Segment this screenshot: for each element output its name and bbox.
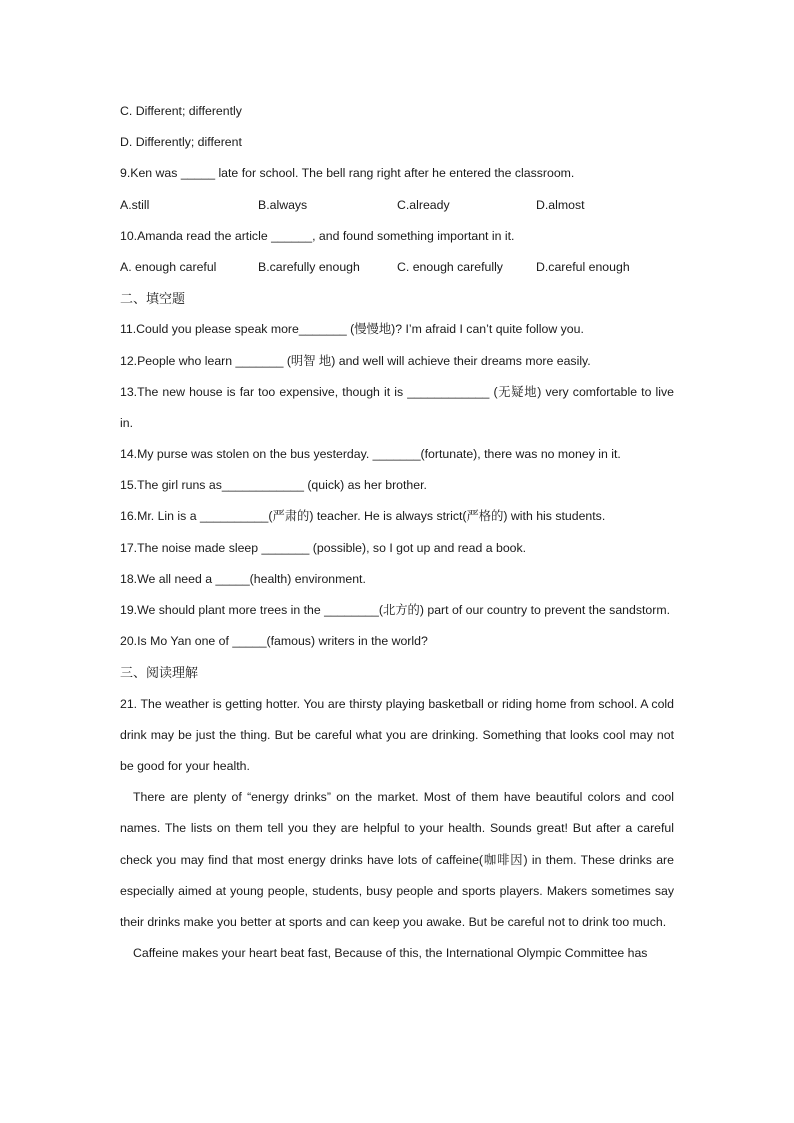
option-c: C. enough carefully <box>397 259 503 274</box>
question-17: 17.The noise made sleep _______ (possible), so I got up and read a book. <box>120 540 527 555</box>
question-13: 13.The new house is far too expensive, though it is ____________ (无疑地) very comfortable to live in. <box>120 384 674 430</box>
option-b: B.always <box>258 197 308 212</box>
question-11: 11.Could you please speak more_______ (慢慢地)? I’m afraid I can’t quite follow you. <box>120 322 584 337</box>
question-12: 12.People who learn _______ (明智 地) and well will achieve their dreams more easily. <box>120 353 591 368</box>
question-16: 16.Mr. Lin is a __________(严肃的) teacher. He is always strict(严格的) with his students. <box>120 509 606 524</box>
option-b: B.carefully enough <box>258 259 360 274</box>
question-10: 10.Amanda read the article ______, and found something important in it. <box>120 228 515 243</box>
option-c-line: C. Different; differently <box>120 104 242 118</box>
document-page <box>120 96 674 969</box>
question-9: 9.Ken was _____ late for school. The bell rang right after he entered the classroom. <box>120 166 575 181</box>
question-14: 14.My purse was stolen on the bus yesterday. _______(fortunate), there was no money in it. <box>120 447 621 462</box>
question-9-options <box>120 190 674 221</box>
option-d: D.careful enough <box>536 259 630 274</box>
option-d-line: D. Differently; different <box>120 135 242 150</box>
reading-paragraph: Caffeine makes your heart beat fast, Because of this, the International Olympic Committee has <box>133 946 648 961</box>
reading-paragraph: There are plenty of “energy drinks” on the market. Most of them have beautiful colors and cool names. The lists on them tell you they are helpful to your health. Sounds great! But after a careful check you may find that most energy drinks have lots of caffeine(咖啡因) in them. These drinks are especially aimed at young people, students, busy people and sports players. Makers sometimes say their drinks make you better at sports and can keep you awake. But be careful not to drink too much. <box>120 790 674 930</box>
option-d: D.almost <box>536 197 585 212</box>
section-heading-fill-in: 二、填空题 <box>120 291 186 307</box>
question-19: 19.We should plant more trees in the ________(北方的) part of our country to prevent the sandstorm. <box>120 603 671 618</box>
question-20: 20.Is Mo Yan one of _____(famous) writers in the world? <box>120 634 428 649</box>
reading-paragraph: 21. The weather is getting hotter. You are thirsty playing basketball or riding home from school. A cold drink may be just the thing. But be careful what you are drinking. Something that looks cool may not be good for your health. <box>120 696 674 774</box>
section-heading-reading: 三、阅读理解 <box>120 665 199 681</box>
question-18: 18.We all need a _____(health) environment. <box>120 571 366 586</box>
option-a: A.still <box>120 197 150 212</box>
option-c: C.already <box>397 197 450 212</box>
question-10-options <box>120 252 674 283</box>
option-a: A. enough careful <box>120 259 217 274</box>
question-15: 15.The girl runs as____________ (quick) as her brother. <box>120 478 427 493</box>
